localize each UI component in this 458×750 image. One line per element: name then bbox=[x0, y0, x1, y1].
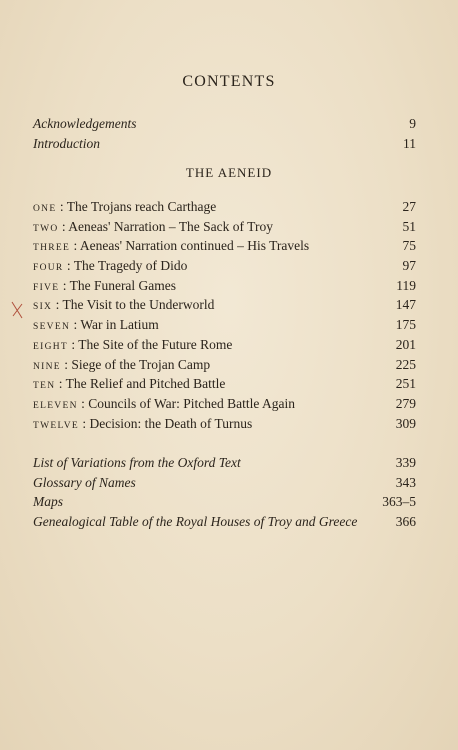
entry-page: 27 bbox=[402, 199, 416, 214]
entry-title: Aeneas' Narration continued – His Travels bbox=[79, 238, 310, 254]
entry-page: 51 bbox=[402, 218, 416, 234]
book-number: SEVEN bbox=[33, 322, 71, 333]
entry-title: Maps bbox=[33, 494, 63, 510]
toc-entry-book-four[interactable]: FOUR : The Tragedy of Dido 97 bbox=[33, 258, 416, 274]
toc-entry-book-seven[interactable]: SEVEN : War in Latium 175 bbox=[33, 317, 416, 333]
entry-page: 309 bbox=[395, 415, 416, 431]
entry-page: 11 bbox=[403, 135, 416, 151]
toc-entry-book-six[interactable]: SIX : The Visit to the Underworld 147 bbox=[33, 297, 416, 313]
entry-title: Introduction bbox=[33, 135, 100, 151]
toc-entry-book-eleven[interactable]: ELEVEN : Councils of War: Pitched Battle Again 279 bbox=[33, 395, 416, 411]
entry-page: 201 bbox=[395, 336, 416, 352]
entry-title: The Visit to the Underworld bbox=[62, 297, 215, 313]
entry-title: The Funeral Games bbox=[69, 277, 177, 293]
book-number: THREE bbox=[33, 243, 71, 254]
entry-title: Councils of War: Pitched Battle Again bbox=[88, 395, 296, 411]
book-number: SIX bbox=[33, 302, 53, 313]
book-number: ELEVEN bbox=[33, 400, 78, 411]
book-number: NINE bbox=[33, 361, 61, 372]
books-list bbox=[33, 199, 416, 435]
book-number: TEN bbox=[33, 381, 56, 392]
toc-entry-book-three[interactable]: THREE : Aeneas' Narration continued – His Travels 75 bbox=[33, 238, 416, 254]
front-matter-list bbox=[33, 116, 416, 155]
entry-title: Acknowledgements bbox=[33, 116, 137, 131]
page-title: CONTENTS bbox=[182, 73, 276, 90]
toc-entry-book-two[interactable]: TWO : Aeneas' Narration – The Sack of Troy 51 bbox=[33, 218, 416, 234]
book-number: TWELVE bbox=[33, 420, 79, 431]
toc-entry-book-five[interactable]: FIVE : The Funeral Games 119 bbox=[33, 277, 416, 293]
entry-page: 366 bbox=[395, 513, 416, 529]
entry-title: War in Latium bbox=[80, 317, 159, 333]
book-number: FIVE bbox=[33, 282, 60, 293]
entry-page: 75 bbox=[402, 238, 416, 254]
entry-title: The Relief and Pitched Battle bbox=[65, 376, 226, 392]
book-number: TWO bbox=[33, 223, 59, 234]
back-matter-list bbox=[33, 455, 416, 533]
toc-entry-genealogical-table[interactable] bbox=[33, 514, 416, 534]
entry-title: The Site of the Future Rome bbox=[78, 336, 233, 352]
toc-entry-book-ten[interactable]: TEN : The Relief and Pitched Battle 251 bbox=[33, 376, 416, 392]
toc-entry-book-nine[interactable]: NINE : Siege of the Trojan Camp 225 bbox=[33, 356, 416, 372]
entry-page: 363–5 bbox=[382, 494, 416, 510]
toc-entry-introduction[interactable] bbox=[33, 136, 416, 156]
entry-title: Decision: the Death of Turnus bbox=[89, 415, 253, 431]
entry-page: 147 bbox=[395, 297, 416, 313]
entry-title: Siege of the Trojan Camp bbox=[71, 356, 211, 372]
toc-entry-acknowledgements[interactable] bbox=[33, 116, 416, 136]
entry-page: 339 bbox=[395, 455, 416, 470]
toc-entry-book-one[interactable]: ONE : The Trojans reach Carthage 27 bbox=[33, 199, 416, 214]
entry-page: 97 bbox=[402, 258, 416, 274]
toc-entry-variations[interactable] bbox=[33, 455, 416, 475]
book-number: EIGHT bbox=[33, 341, 68, 352]
toc-entry-book-twelve[interactable]: TWELVE : Decision: the Death of Turnus 309 bbox=[33, 415, 416, 431]
pencil-x-mark bbox=[10, 298, 24, 322]
section-heading: THE AENEID bbox=[185, 165, 273, 180]
book-number: FOUR bbox=[33, 263, 64, 274]
toc-entry-glossary[interactable] bbox=[33, 475, 416, 495]
entry-page: 175 bbox=[395, 317, 416, 333]
entry-page: 279 bbox=[395, 395, 416, 411]
entry-page: 251 bbox=[395, 376, 416, 392]
entry-page: 119 bbox=[396, 277, 416, 293]
entry-title: The Tragedy of Dido bbox=[73, 258, 188, 274]
entry-title: Glossary of Names bbox=[33, 474, 136, 490]
entry-title: Genealogical Table of the Royal Houses of Troy and Greece bbox=[33, 513, 358, 529]
entry-page: 343 bbox=[395, 474, 416, 490]
entry-title: Aeneas' Narration – The Sack of Troy bbox=[68, 218, 273, 234]
entry-title: The Trojans reach Carthage bbox=[66, 199, 217, 214]
toc-entry-book-eight[interactable]: EIGHT : The Site of the Future Rome 201 bbox=[33, 336, 416, 352]
entry-page: 9 bbox=[409, 116, 416, 131]
book-number: ONE bbox=[33, 204, 57, 214]
entry-page: 225 bbox=[395, 356, 416, 372]
entry-title: List of Variations from the Oxford Text bbox=[33, 455, 241, 470]
toc-entry-maps[interactable] bbox=[33, 494, 416, 514]
